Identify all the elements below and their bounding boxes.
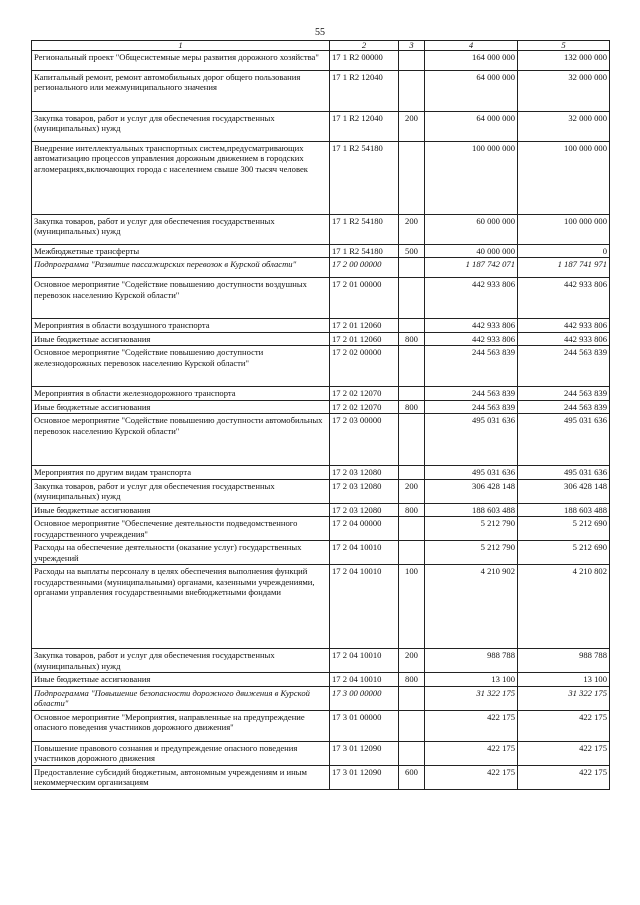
row-expense-type	[399, 142, 425, 215]
table-row	[32, 387, 610, 400]
row-value-col5: 306 428 148	[518, 479, 610, 503]
table-row	[32, 142, 610, 215]
row-code: 17 2 02 12070	[330, 400, 399, 413]
row-code: 17 3 01 12090	[330, 765, 399, 789]
table-row	[32, 741, 610, 765]
row-value-col5: 32 000 000	[518, 71, 610, 112]
row-expense-type	[399, 278, 425, 319]
row-value-col5: 13 100	[518, 673, 610, 686]
table-row	[32, 517, 610, 541]
row-value-col5: 100 000 000	[518, 215, 610, 245]
budget-table	[31, 40, 610, 790]
row-code: 17 1 R2 12040	[330, 71, 399, 112]
row-value-col4: 442 933 806	[425, 319, 518, 332]
table-row	[32, 400, 610, 413]
row-name: Мероприятия в области железнодорожного транспорта	[32, 387, 330, 400]
table-row	[32, 278, 610, 319]
row-expense-type: 800	[399, 673, 425, 686]
row-code: 17 2 02 12070	[330, 387, 399, 400]
row-code: 17 2 04 10010	[330, 673, 399, 686]
row-code: 17 3 01 12090	[330, 741, 399, 765]
row-expense-type	[399, 541, 425, 565]
row-expense-type: 200	[399, 215, 425, 245]
row-code: 17 2 04 10010	[330, 565, 399, 649]
table-row	[32, 71, 610, 112]
row-name: Мероприятия в области воздушного транспорта	[32, 319, 330, 332]
row-name: Основное мероприятие "Мероприятия, направленные на предупреждение опасного поведения участников дорожного движения"	[32, 710, 330, 741]
row-value-col5: 988 788	[518, 649, 610, 673]
row-expense-type	[399, 387, 425, 400]
row-name: Основное мероприятие "Обеспечение деятельности подведомственного государственного учреждения"	[32, 517, 330, 541]
table-row	[32, 479, 610, 503]
row-name: Закупка товаров, работ и услуг для обеспечения государственных (муниципальных) нужд	[32, 479, 330, 503]
row-name: Закупка товаров, работ и услуг для обеспечения государственных (муниципальных) нужд	[32, 649, 330, 673]
row-code: 17 2 04 10010	[330, 541, 399, 565]
row-value-col4: 64 000 000	[425, 112, 518, 142]
row-value-col4: 244 563 839	[425, 387, 518, 400]
row-code: 17 2 04 00000	[330, 517, 399, 541]
row-name: Региональный проект "Общесистемные меры развития дорожного хозяйства"	[32, 51, 330, 71]
row-name: Иные бюджетные ассигнования	[32, 332, 330, 345]
row-name: Иные бюджетные ассигнования	[32, 503, 330, 516]
row-expense-type	[399, 710, 425, 741]
row-value-col5: 422 175	[518, 765, 610, 789]
row-value-col4: 40 000 000	[425, 245, 518, 258]
row-code: 17 2 02 00000	[330, 346, 399, 387]
row-expense-type: 200	[399, 112, 425, 142]
column-header: 3	[399, 41, 425, 51]
table-row	[32, 765, 610, 789]
row-value-col5: 244 563 839	[518, 387, 610, 400]
row-name: Подпрограмма "Развитие пассажирских перевозок в Курской области"	[32, 258, 330, 278]
row-value-col5: 442 933 806	[518, 319, 610, 332]
row-value-col5: 4 210 802	[518, 565, 610, 649]
row-value-col5: 495 031 636	[518, 414, 610, 466]
row-value-col5: 495 031 636	[518, 466, 610, 479]
row-value-col4: 164 000 000	[425, 51, 518, 71]
table-row	[32, 215, 610, 245]
row-value-col4: 442 933 806	[425, 278, 518, 319]
row-value-col4: 13 100	[425, 673, 518, 686]
table-row	[32, 649, 610, 673]
table-row	[32, 541, 610, 565]
row-expense-type	[399, 414, 425, 466]
row-expense-type: 800	[399, 503, 425, 516]
row-name: Мероприятия по другим видам транспорта	[32, 466, 330, 479]
table-row	[32, 51, 610, 71]
row-expense-type	[399, 71, 425, 112]
row-value-col5: 244 563 839	[518, 400, 610, 413]
row-value-col5: 422 175	[518, 710, 610, 741]
row-expense-type	[399, 741, 425, 765]
row-name: Предоставление субсидий бюджетным, автономным учреждениям и иным некоммерческим организациям	[32, 765, 330, 789]
row-code: 17 1 R2 54180	[330, 215, 399, 245]
row-code: 17 2 03 12080	[330, 479, 399, 503]
row-expense-type: 200	[399, 649, 425, 673]
row-code: 17 2 01 12060	[330, 319, 399, 332]
table-row	[32, 245, 610, 258]
row-name: Основное мероприятие "Содействие повышению доступности железнодорожных перевозок населению Курской области"	[32, 346, 330, 387]
row-value-col5: 5 212 690	[518, 541, 610, 565]
row-expense-type	[399, 51, 425, 71]
row-value-col4: 60 000 000	[425, 215, 518, 245]
row-value-col4: 306 428 148	[425, 479, 518, 503]
row-value-col4: 422 175	[425, 741, 518, 765]
row-value-col4: 422 175	[425, 710, 518, 741]
row-value-col4: 244 563 839	[425, 400, 518, 413]
table-row	[32, 686, 610, 710]
row-code: 17 1 R2 54180	[330, 142, 399, 215]
table-row	[32, 414, 610, 466]
row-name: Межбюджетные трансферты	[32, 245, 330, 258]
row-value-col4: 31 322 175	[425, 686, 518, 710]
row-code: 17 2 03 12080	[330, 466, 399, 479]
row-value-col4: 244 563 839	[425, 346, 518, 387]
column-header: 5	[518, 41, 610, 51]
row-expense-type: 500	[399, 245, 425, 258]
row-expense-type: 600	[399, 765, 425, 789]
row-expense-type: 800	[399, 332, 425, 345]
row-value-col5: 31 322 175	[518, 686, 610, 710]
row-value-col5: 132 000 000	[518, 51, 610, 71]
table-row	[32, 503, 610, 516]
row-value-col5: 100 000 000	[518, 142, 610, 215]
row-name: Основное мероприятие "Содействие повышению доступности воздушных перевозок населению Курской области"	[32, 278, 330, 319]
table-row	[32, 112, 610, 142]
column-header: 1	[32, 41, 330, 51]
row-code: 17 1 R2 00000	[330, 51, 399, 71]
row-name: Иные бюджетные ассигнования	[32, 400, 330, 413]
row-code: 17 2 03 12080	[330, 503, 399, 516]
row-name: Повышение правового сознания и предупреждение опасного поведения участников дорожного движения	[32, 741, 330, 765]
table-row	[32, 565, 610, 649]
row-expense-type	[399, 258, 425, 278]
table-row	[32, 673, 610, 686]
row-name: Капитальный ремонт, ремонт автомобильных дорог общего пользования регионального или межмуниципального значения	[32, 71, 330, 112]
table-row	[32, 710, 610, 741]
row-expense-type	[399, 517, 425, 541]
row-value-col5: 442 933 806	[518, 332, 610, 345]
row-value-col4: 5 212 790	[425, 541, 518, 565]
row-value-col4: 1 187 742 071	[425, 258, 518, 278]
row-value-col5: 32 000 000	[518, 112, 610, 142]
row-value-col5: 244 563 839	[518, 346, 610, 387]
row-expense-type: 800	[399, 400, 425, 413]
row-code: 17 2 01 12060	[330, 332, 399, 345]
table-row	[32, 346, 610, 387]
row-value-col5: 5 212 690	[518, 517, 610, 541]
row-expense-type	[399, 319, 425, 332]
row-name: Иные бюджетные ассигнования	[32, 673, 330, 686]
row-value-col4: 988 788	[425, 649, 518, 673]
row-code: 17 1 R2 12040	[330, 112, 399, 142]
row-code: 17 2 00 00000	[330, 258, 399, 278]
row-expense-type	[399, 346, 425, 387]
row-value-col4: 4 210 902	[425, 565, 518, 649]
row-expense-type	[399, 686, 425, 710]
row-code: 17 1 R2 54180	[330, 245, 399, 258]
row-code: 17 2 03 00000	[330, 414, 399, 466]
row-value-col4: 495 031 636	[425, 466, 518, 479]
table-row	[32, 332, 610, 345]
row-code: 17 3 01 00000	[330, 710, 399, 741]
row-name: Внедрение интеллектуальных транспортных систем,предусматривающих автоматизацию процессов управления дорожным движением в городских агломерациях,включающих города с населением свыше 300 тысяч человек	[32, 142, 330, 215]
row-expense-type	[399, 466, 425, 479]
row-name: Подпрограмма "Повышение безопасности дорожного движения в Курской области"	[32, 686, 330, 710]
row-expense-type: 200	[399, 479, 425, 503]
row-name: Расходы на выплаты персоналу в целях обеспечения выполнения функций государственными (муниципальными) органами, казенными учреждениями, органами управления государственными внебюджетными фондами	[32, 565, 330, 649]
row-name: Основное мероприятие "Содействие повышению доступности автомобильных перевозок населению Курской области"	[32, 414, 330, 466]
row-value-col4: 188 603 488	[425, 503, 518, 516]
row-value-col4: 64 000 000	[425, 71, 518, 112]
column-header: 4	[425, 41, 518, 51]
row-value-col4: 495 031 636	[425, 414, 518, 466]
row-code: 17 3 00 00000	[330, 686, 399, 710]
table-row	[32, 319, 610, 332]
row-expense-type: 100	[399, 565, 425, 649]
row-code: 17 2 01 00000	[330, 278, 399, 319]
table-row	[32, 258, 610, 278]
row-value-col5: 442 933 806	[518, 278, 610, 319]
row-value-col4: 100 000 000	[425, 142, 518, 215]
row-value-col4: 5 212 790	[425, 517, 518, 541]
row-value-col5: 0	[518, 245, 610, 258]
row-name: Закупка товаров, работ и услуг для обеспечения государственных (муниципальных) нужд	[32, 215, 330, 245]
table-row	[32, 466, 610, 479]
row-name: Расходы на обеспечение деятельности (оказание услуг) государственных учреждений	[32, 541, 330, 565]
row-code: 17 2 04 10010	[330, 649, 399, 673]
row-value-col4: 422 175	[425, 765, 518, 789]
row-value-col4: 442 933 806	[425, 332, 518, 345]
row-value-col5: 188 603 488	[518, 503, 610, 516]
row-name: Закупка товаров, работ и услуг для обеспечения государственных (муниципальных) нужд	[32, 112, 330, 142]
row-value-col5: 1 187 741 971	[518, 258, 610, 278]
column-number-row	[32, 41, 610, 51]
page-number: 55	[315, 27, 325, 38]
column-header: 2	[330, 41, 399, 51]
row-value-col5: 422 175	[518, 741, 610, 765]
